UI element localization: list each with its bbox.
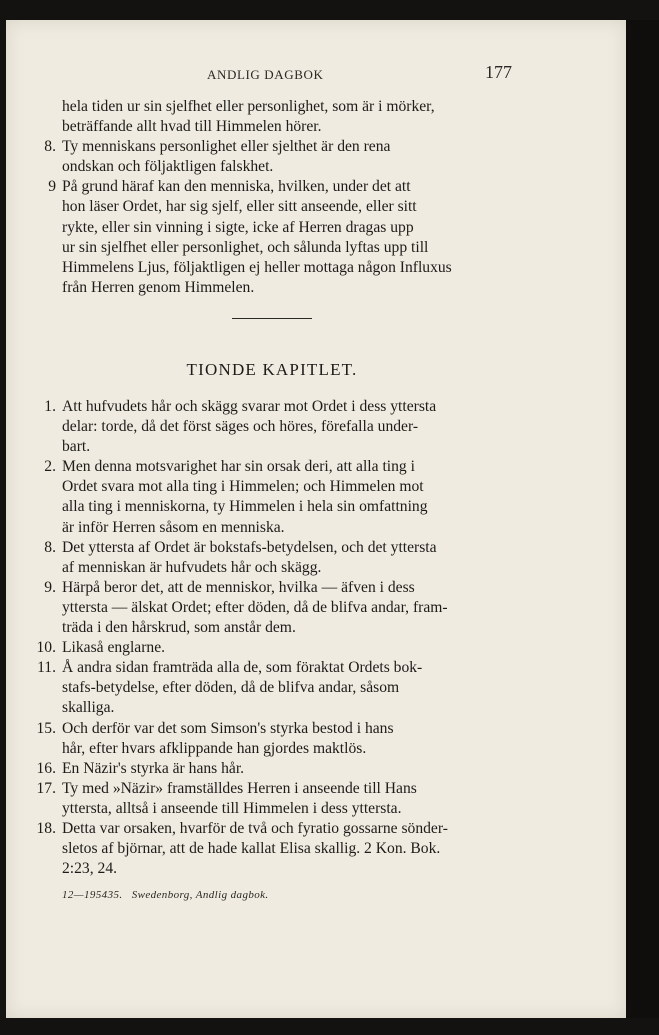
text-line: Ty menniskans personlighet eller sjelthet är den rena: [62, 138, 391, 156]
paragraph-number: 16.: [36, 759, 56, 777]
text-line: delar: torde, då det först säges och höres, förefalla under-: [62, 418, 419, 436]
text-line: sletos af björnar, att de hade kallat Elisa skallig. 2 Kon. Bok.: [62, 840, 441, 858]
paragraph: [62, 97, 514, 137]
text-line: Och derför var det som Simson's styrka bestod i hans: [62, 719, 394, 737]
text-line: Likaså englarne.: [62, 639, 166, 657]
text-line: yttersta — älskat Ordet; efter döden, då de blifva andar, fram-: [62, 598, 448, 616]
text-line: träda i den hårskrud, som anstår dem.: [62, 619, 296, 637]
paragraph: [44, 397, 514, 457]
paragraph-number: 17.: [36, 779, 56, 797]
footer-title: Swedenborg, Andlig dagbok.: [131, 889, 269, 901]
paragraph: [37, 658, 514, 718]
text-line: ur sin sjelfhet eller personlighet, och sålunda lyftas upp till: [62, 238, 429, 256]
paragraph: [44, 538, 514, 578]
text-line: bart.: [62, 438, 91, 456]
paragraph: [44, 457, 514, 537]
text-line: ondskan och följaktligen falskhet.: [62, 158, 274, 176]
scan-border: [626, 20, 659, 1018]
text-line: från Herren genom Himmelen.: [62, 278, 255, 296]
top-paragraphs: [44, 97, 514, 298]
text-line: Det yttersta af Ordet är bokstafs-betydelsen, och det yttersta: [62, 538, 437, 556]
paragraph: [36, 719, 514, 759]
text-line: Härpå beror det, att de menniskor, hvilka — äfven i dess: [62, 578, 415, 596]
text-line: alla ting i menniskorna, ty Himmelen i hela sin omfattning: [62, 498, 428, 516]
paragraph: [36, 638, 514, 658]
paragraph-number: 15.: [36, 719, 56, 737]
paragraph-number: 9.: [44, 578, 56, 596]
text-line: Men denna motsvarighet har sin orsak deri, att alla ting i: [62, 458, 415, 476]
text-line: yttersta, alltså i anseende till Himmelen i dess yttersta.: [62, 799, 402, 817]
text-line: hon läser Ordet, har sig sjelf, eller sitt anseende, eller sitt: [62, 198, 417, 216]
running-head: ANDLIG DAGBOK: [207, 67, 324, 82]
paragraph-number: 10.: [36, 639, 56, 657]
paragraph: [36, 759, 514, 779]
text-line: beträffande allt hvad till Himmelen hörer.: [62, 118, 322, 136]
text-line: Å andra sidan framträda alla de, som föraktat Ordets bok-: [62, 659, 423, 677]
text-line: är inför Herren såsom en menniska.: [62, 518, 285, 536]
text-line: hela tiden ur sin sjelfhet eller personlighet, som är i mörker,: [62, 98, 435, 115]
paragraph-number: 18.: [36, 819, 56, 837]
text-line: Detta var orsaken, hvarför de två och fyratio gossarne sönder-: [62, 819, 448, 837]
footer-signature: 12—195435.: [62, 889, 123, 901]
text-line: En Näzir's styrka är hans hår.: [62, 759, 245, 777]
text-line: 2:23, 24.: [62, 860, 118, 878]
paragraph-number: 1.: [44, 398, 56, 415]
paragraph-number: 9: [48, 178, 56, 196]
text-line: hår, efter hvars afklippande han gjordes maktlös.: [62, 739, 367, 757]
page-number: 177: [485, 62, 512, 82]
text-line: skalliga.: [62, 699, 115, 717]
text-line: På grund häraf kan den menniska, hvilken, under det att: [62, 178, 411, 196]
paragraph-number: 11.: [37, 659, 56, 677]
text-line: Att hufvudets hår och skägg svarar mot Ordet i dess yttersta: [62, 398, 437, 415]
text-line: Ty med »Näzir» framställdes Herren i anseende till Hans: [62, 779, 417, 797]
text-line: stafs-betydelse, efter döden, då de blifva andar, såsom: [62, 679, 400, 697]
page-header: [62, 60, 512, 86]
chapter-title: TIONDE KAPITLET.: [186, 360, 358, 379]
text-line: rykte, eller sin vinning i sigte, icke af Herren dragas upp: [62, 218, 414, 236]
paragraph: [48, 177, 514, 298]
paragraph-number: 8.: [44, 538, 56, 556]
page-footer: [62, 889, 482, 901]
paragraph: [44, 137, 514, 177]
chapter-paragraphs: [36, 397, 514, 879]
text-line: Ordet svara mot alla ting i Himmelen; och Himmelen mot: [62, 478, 424, 496]
paragraph-number: 8.: [44, 138, 56, 156]
paragraph: [36, 779, 514, 819]
text-line: Himmelens Ljus, följaktligen ej heller mottaga någon Influxus: [62, 258, 452, 276]
text-line: af menniskan är hufvudets hår och skägg.: [62, 558, 322, 576]
paragraph: [36, 819, 514, 879]
section-divider: [232, 318, 312, 319]
paragraph-number: 2.: [44, 458, 56, 476]
paragraph: [44, 578, 514, 638]
